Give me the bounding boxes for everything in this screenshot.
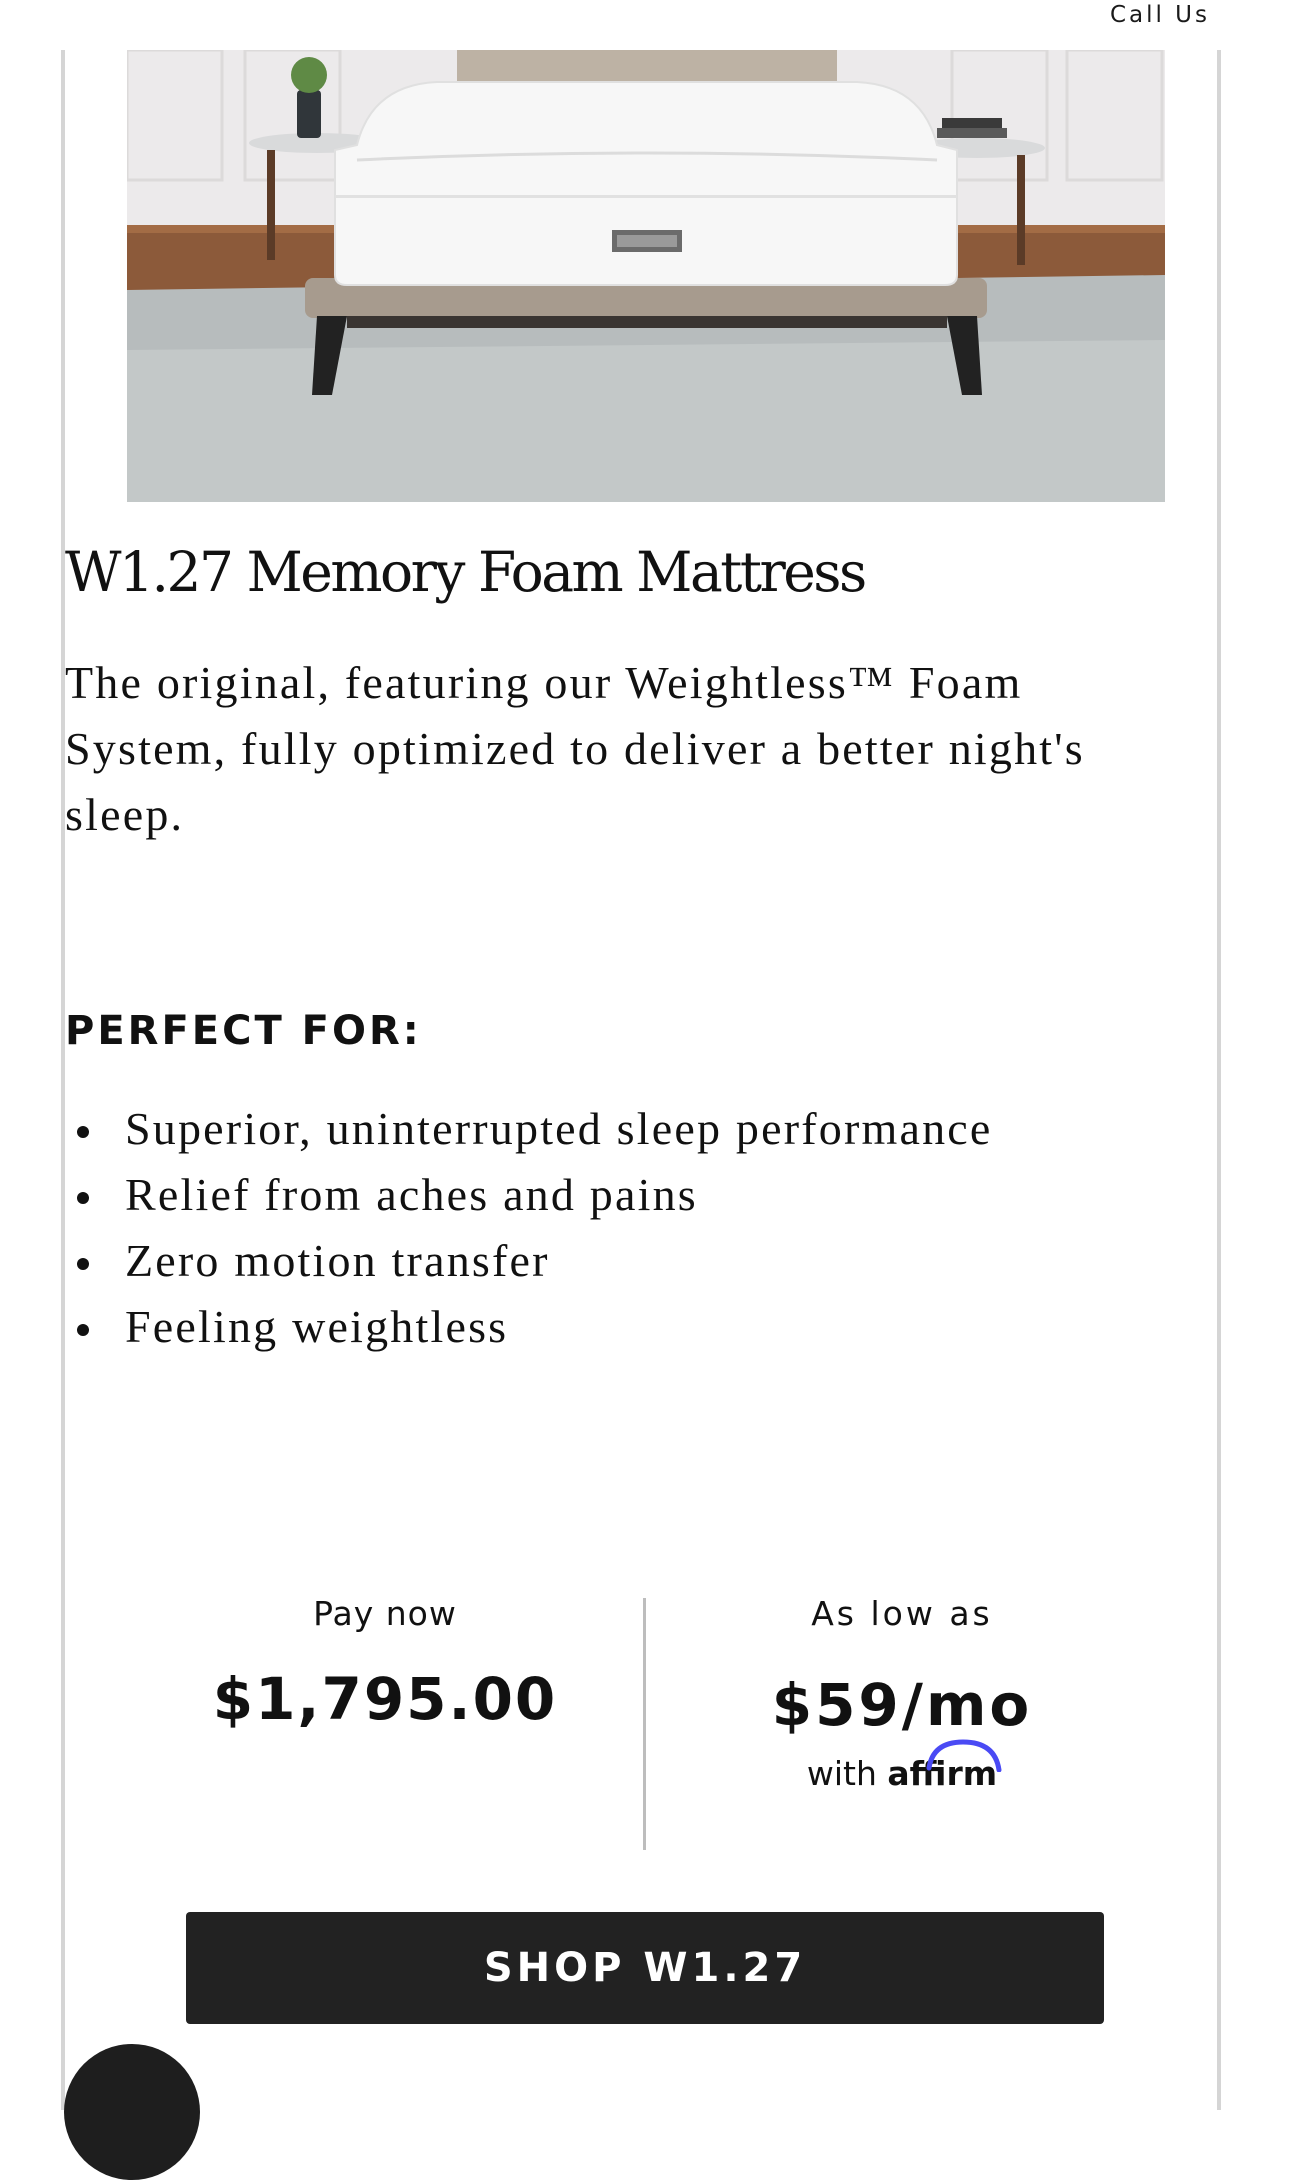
affirm-logo — [887, 1754, 997, 1793]
affirm-line[interactable] — [652, 1754, 1152, 1794]
perfect-for-heading: PERFECT FOR: — [65, 1008, 422, 1054]
product-description: The original, featuring our Weightless™ Foam System, fully optimized to deliver a better night's sleep. — [65, 657, 1085, 840]
product-image — [127, 50, 1165, 502]
list-item: Relief from aches and pains — [65, 1162, 1065, 1228]
pay-now-label: Pay now — [313, 1594, 457, 1633]
pay-now-column — [130, 1594, 640, 1734]
financing-price: $59/mo — [771, 1671, 1033, 1739]
product-card — [61, 50, 1221, 2110]
chat-bubble-icon[interactable] — [64, 2044, 200, 2180]
perfect-for-list — [65, 1096, 1065, 1360]
financing-column — [652, 1594, 1152, 1794]
shop-button[interactable]: SHOP W1.27 — [186, 1912, 1104, 2024]
list-item: Feeling weightless — [65, 1294, 1065, 1360]
list-item: Zero motion transfer — [65, 1228, 1065, 1294]
financing-label: As low as — [811, 1594, 993, 1633]
mattress-photo — [127, 50, 1165, 502]
top-bar — [0, 0, 1290, 50]
list-item: Superior, uninterrupted sleep performance — [65, 1096, 1065, 1162]
financing-with-text: with — [806, 1754, 877, 1793]
affirm-wordmark: affirm — [887, 1754, 998, 1793]
call-us-link[interactable]: Call Us — [1109, 2, 1210, 28]
pay-now-price: $1,795.00 — [212, 1665, 558, 1733]
product-title: W1.27 Memory Foam Mattress — [65, 540, 865, 604]
affirm-arc-icon — [923, 1738, 1003, 1772]
price-divider — [643, 1598, 646, 1850]
